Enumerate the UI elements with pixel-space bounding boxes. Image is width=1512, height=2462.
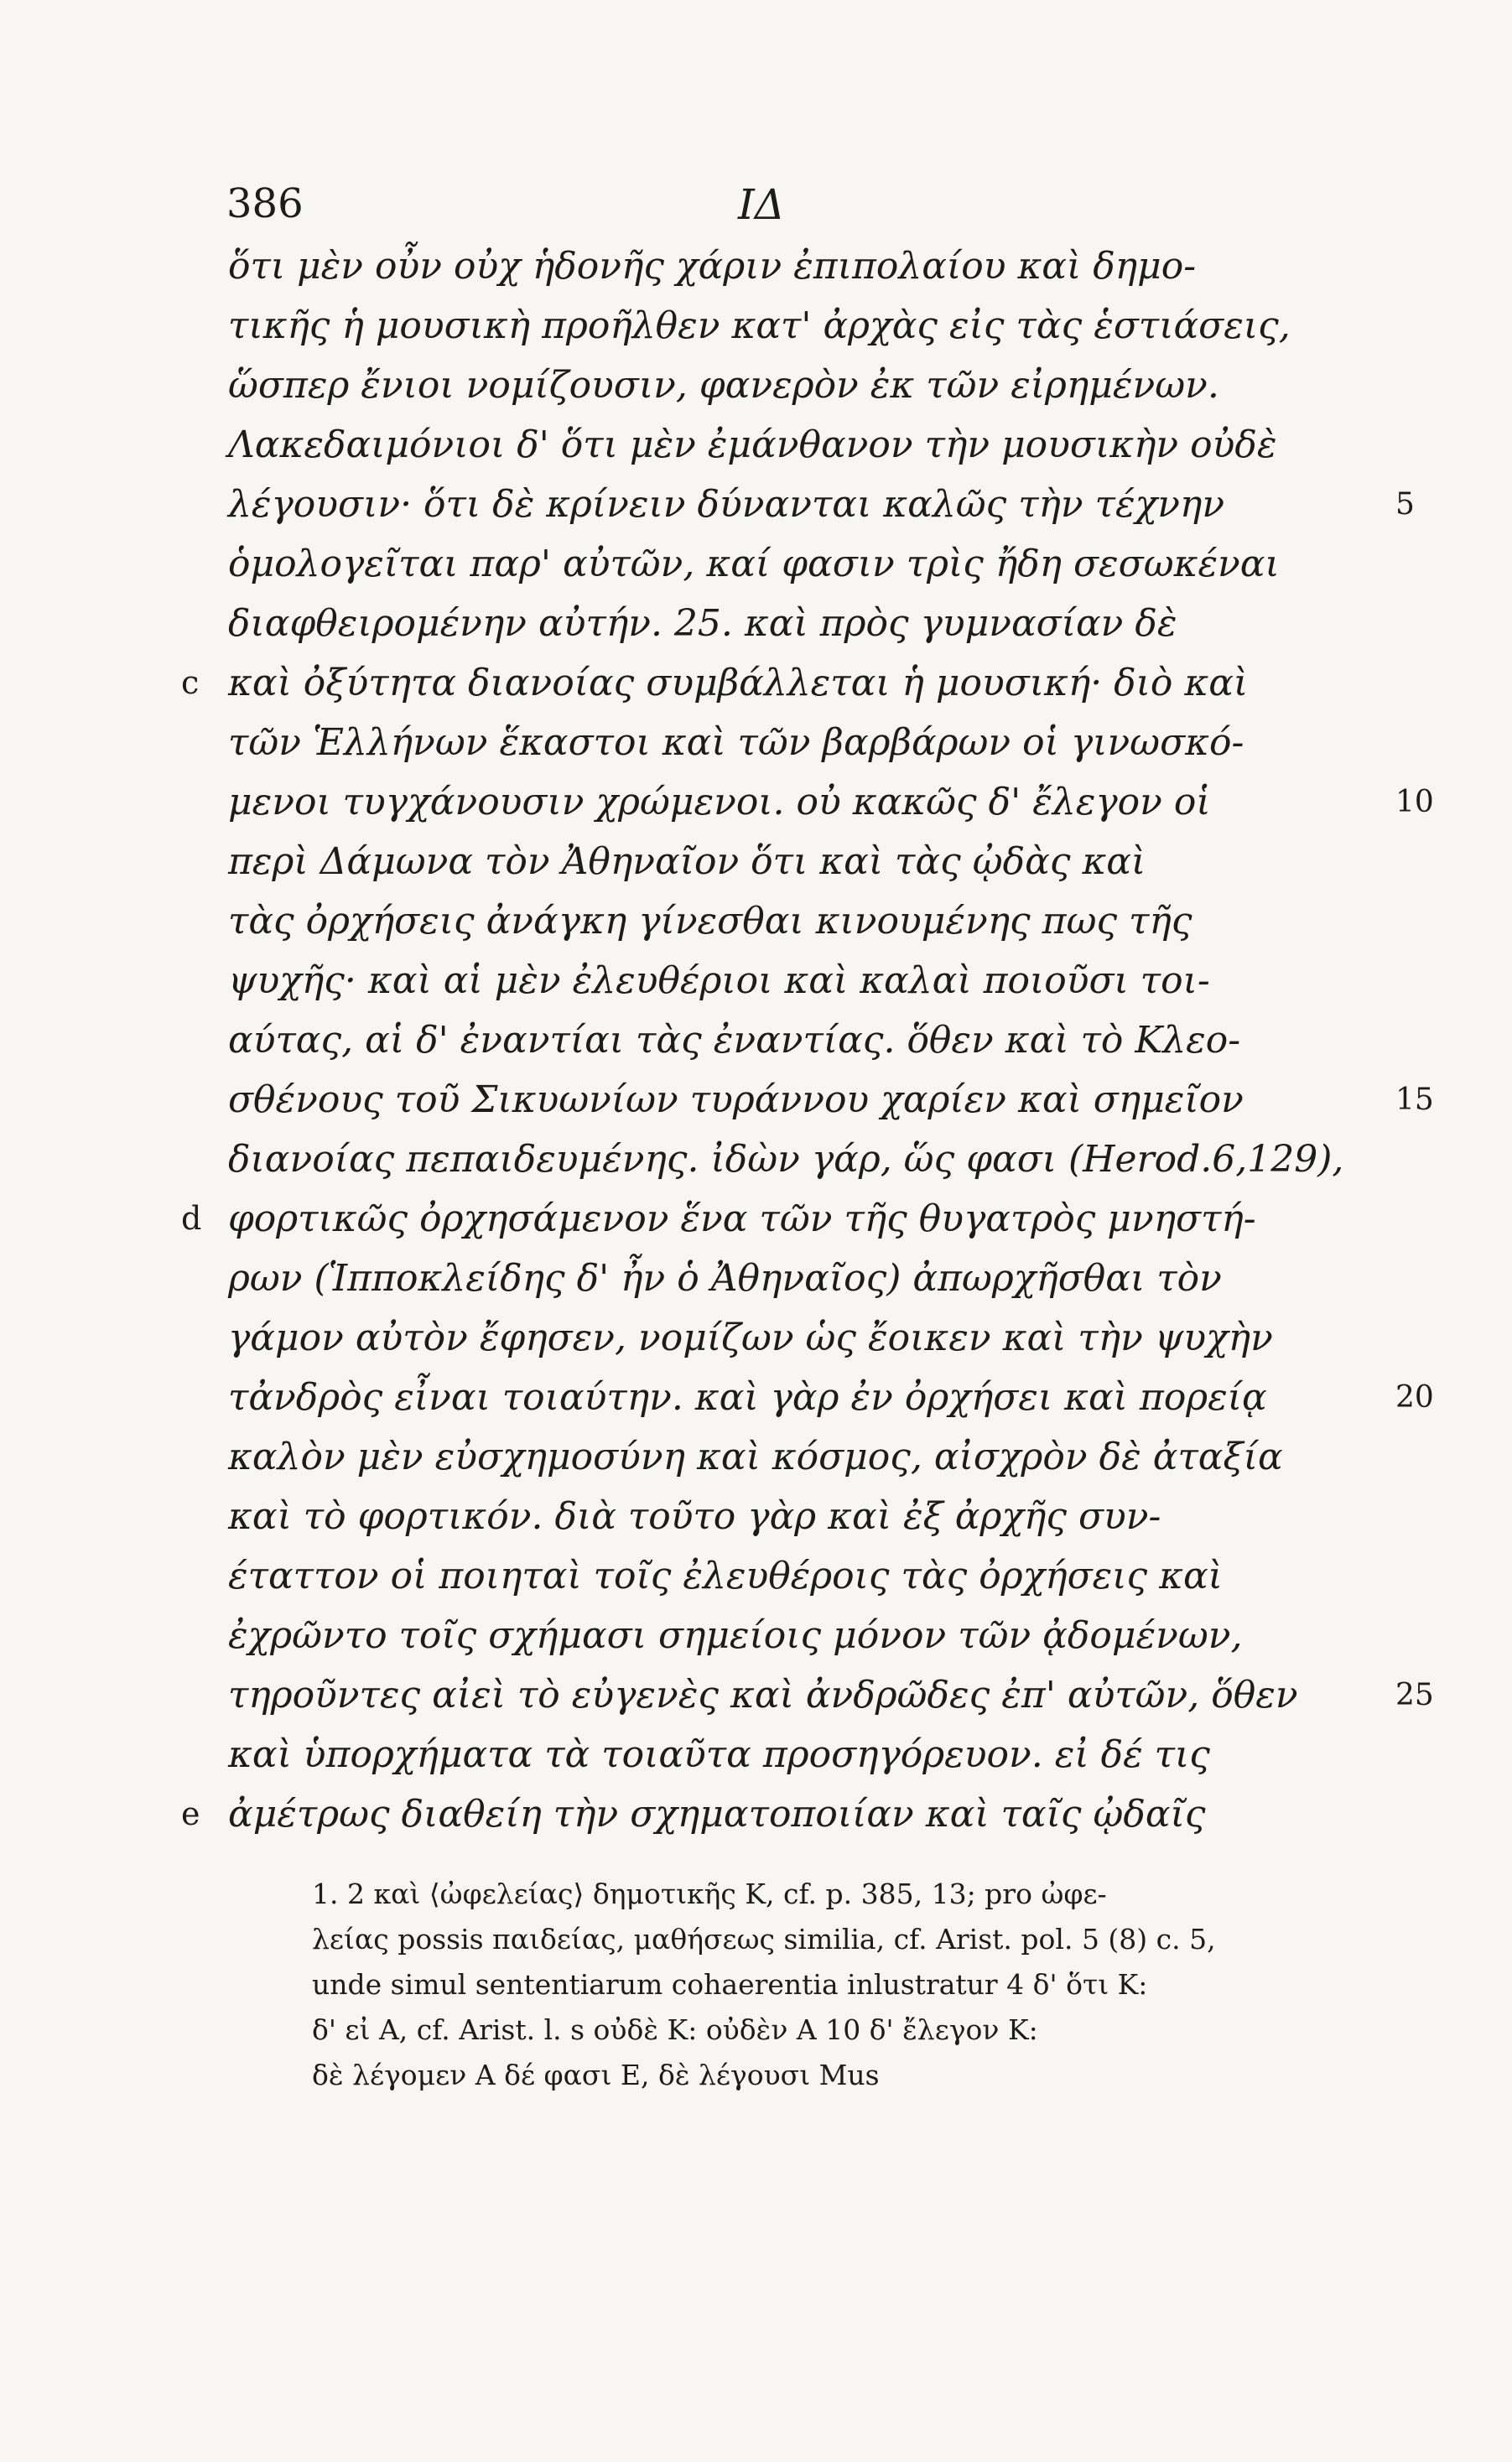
text-line (228, 475, 1415, 534)
text-line (228, 1368, 1434, 1427)
line-text: ἀμέτρως διαθείη τὴν σχηματοποιίαν καὶ ταῖς ᾠδαῖς (228, 1793, 1206, 1836)
line-text: τικῆς ἡ μουσικὴ προῆλθεν κατ' ἀρχὰς εἰς τὰς ἑστιάσεις, (228, 304, 1291, 347)
text-line (228, 356, 1369, 415)
text-line (228, 594, 1369, 653)
margin-letter: e (181, 1795, 200, 1832)
line-number: 20 (1395, 1380, 1434, 1415)
line-text: ρων (Ἱπποκλείδης δ' ἦν ὁ Ἀθηναῖος) ἀπωρχῆσθαι τὸν (228, 1257, 1222, 1300)
line-text: καὶ τὸ φορτικόν. διὰ τοῦτο γὰρ καὶ ἐξ ἀρχῆς συν- (228, 1495, 1161, 1538)
line-text: τἀνδρὸς εἶναι τοιαύτην. καὶ γὰρ ἐν ὀρχήσει καὶ πορείᾳ (228, 1376, 1267, 1419)
text-line (228, 1249, 1369, 1308)
text-line (181, 1189, 1369, 1249)
book-marker: IΔ (738, 180, 785, 229)
line-text: διανοίας πεπαιδευμένης. ἰδὼν γάρ, ὥς φασι (Herod.6,129), (228, 1138, 1344, 1181)
footnote-line: unde simul sententiarum cohaerentia inlustratur 4 δ' ὅτι K: (312, 1968, 1148, 2001)
line-text: καλὸν μὲν εὐσχημοσύνη καὶ κόσμος, αἰσχρὸν δὲ ἀταξία (228, 1436, 1283, 1478)
line-text: φορτικῶς ὀρχησάμενον ἕνα τῶν τῆς θυγατρὸς μνηστή- (228, 1197, 1256, 1240)
line-text: καὶ ὑπορχήματα τὰ τοιαῦτα προσηγόρευον. εἰ δέ τις (228, 1733, 1210, 1776)
line-text: διαφθειρομένην αὐτήν. 25. καὶ πρὸς γυμνασίαν δὲ (228, 602, 1177, 645)
text-line (181, 1784, 1369, 1844)
text-line (181, 653, 1369, 713)
line-number: 5 (1395, 487, 1415, 522)
line-text: ψυχῆς· καὶ αἱ μὲν ἐλευθέριοι καὶ καλαὶ ποιοῦσι τοι- (228, 959, 1210, 1002)
footnote-line: δ' εἰ A, cf. Arist. l. s οὐδὲ K: οὐδὲν A 10 δ' ἔλεγον K: (312, 2013, 1038, 2046)
line-text: ὅτι μὲν οὖν οὐχ ἡδονῆς χάριν ἐπιπολαίου καὶ δημο- (228, 245, 1197, 288)
text-line (228, 1070, 1434, 1130)
line-number: 25 (1395, 1678, 1434, 1712)
text-line (228, 713, 1369, 772)
line-text: σθένους τοῦ Σικυωνίων τυράννου χαρίεν καὶ σημεῖον (228, 1078, 1244, 1121)
text-line (228, 236, 1369, 296)
text-line (228, 891, 1369, 951)
text-line (228, 832, 1369, 891)
line-text: μενοι τυγχάνουσιν χρώμενοι. οὐ κακῶς δ' ἔλεγον οἱ (228, 781, 1211, 823)
line-text: λέγουσιν· ὅτι δὲ κρίνειν δύνανται καλῶς τὴν τέχνην (228, 483, 1225, 526)
main-text (181, 236, 1434, 1844)
text-line (228, 1427, 1369, 1487)
text-line (228, 1665, 1434, 1725)
margin-letter: c (181, 664, 200, 701)
margin-letter: d (181, 1200, 202, 1237)
footnote-line: δὲ λέγομεν A δέ φασι E, δὲ λέγουσι Mus (312, 2059, 880, 2091)
text-line (228, 951, 1369, 1010)
text-line (228, 534, 1369, 594)
line-text: περὶ Δάμωνα τὸν Ἀθηναῖον ὅτι καὶ τὰς ᾠδὰς καὶ (228, 840, 1146, 883)
line-text: τὰς ὀρχήσεις ἀνάγκη γίνεσθαι κινουμένης πως τῆς (228, 900, 1192, 943)
line-text: τῶν Ἑλλήνων ἕκαστοι καὶ τῶν βαρβάρων οἱ γινωσκό- (228, 721, 1244, 764)
text-line (228, 296, 1369, 356)
line-text: αύτας, αἱ δ' ἐναντίαι τὰς ἐναντίας. ὅθεν καὶ τὸ Κλεο- (228, 1019, 1241, 1062)
page-number: 386 (226, 180, 304, 227)
line-text: έταττον οἱ ποιηταὶ τοῖς ἐλευθέροις τὰς ὀρχήσεις καὶ (228, 1555, 1223, 1597)
text-line (228, 1010, 1369, 1070)
text-line (228, 1725, 1369, 1784)
line-text: ὁμολογεῖται παρ' αὐτῶν, καί φασιν τρὶς ἤδη σεσωκέναι (228, 543, 1280, 585)
line-text: ἐχρῶντο τοῖς σχήμασι σημείοις μόνον τῶν ᾀδομένων, (228, 1614, 1243, 1657)
footnotes (312, 1872, 1369, 2098)
line-text: γάμον αὐτὸν ἔφησεν, νομίζων ὡς ἔοικεν καὶ τὴν ψυχὴν (228, 1317, 1273, 1359)
footnote-line: λείας possis παιδείας, μαθήσεως similia, cf. Arist. pol. 5 (8) c. 5, (312, 1923, 1216, 1956)
text-line (228, 1606, 1369, 1665)
line-text: καὶ ὀξύτητα διανοίας συμβάλλεται ἡ μουσική· διὸ καὶ (228, 662, 1249, 704)
line-text: ὥσπερ ἔνιοι νομίζουσιν, φανερὸν ἐκ τῶν εἰρημένων. (228, 364, 1219, 407)
text-line (228, 415, 1369, 475)
text-line (228, 772, 1434, 832)
footnote-line: 1. 2 καὶ ⟨ὠφελείας⟩ δημοτικῆς K, cf. p. 385, 13; pro ὠφε- (312, 1878, 1107, 1910)
text-line (228, 1546, 1369, 1606)
line-text: τηροῦντες αἰεὶ τὸ εὐγενὲς καὶ ἀνδρῶδες ἐπ' αὐτῶν, ὅθεν (228, 1674, 1298, 1717)
line-number: 15 (1395, 1083, 1434, 1117)
text-line (228, 1130, 1369, 1189)
line-text: Λακεδαιμόνιοι δ' ὅτι μὲν ἐμάνθανον τὴν μουσικὴν οὐδὲ (228, 423, 1277, 466)
text-line (228, 1487, 1369, 1546)
text-line (228, 1308, 1369, 1368)
line-number: 10 (1395, 785, 1434, 819)
